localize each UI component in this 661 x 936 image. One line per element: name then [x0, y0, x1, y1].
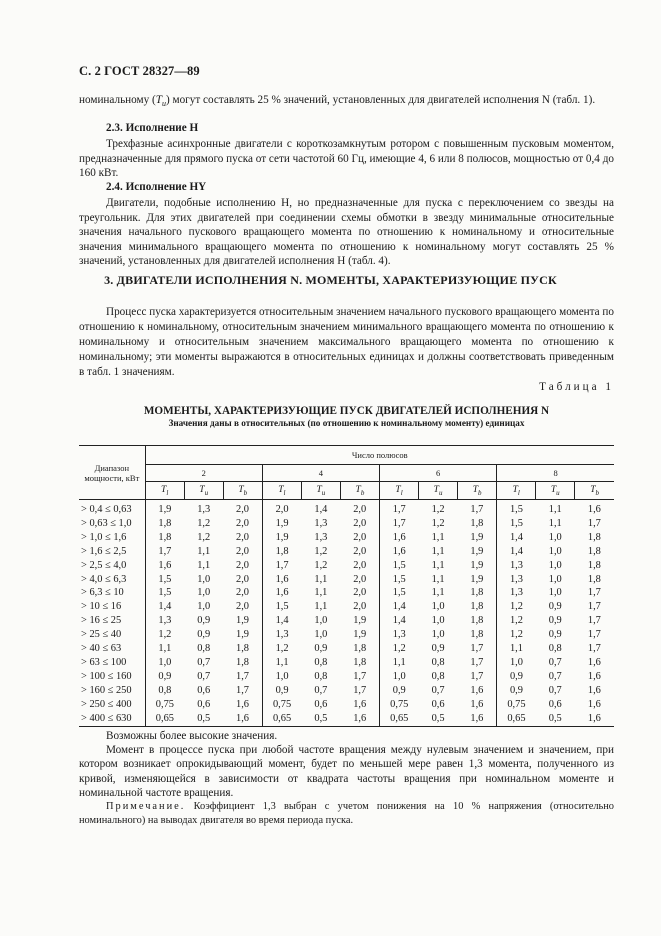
value-cell: 2,0 [236, 545, 250, 557]
tb-header: $T_b$ [458, 482, 497, 500]
value-cell: 1,7 [587, 601, 601, 613]
table-row [79, 642, 614, 656]
tb-header: $T_b$ [223, 482, 262, 500]
value-cell: 1,0 [548, 573, 562, 585]
value-cell: 1,1 [314, 587, 328, 599]
value-cell: 1,3 [497, 573, 536, 587]
value-cell: 1,7 [587, 629, 601, 641]
section-2-3-text: Трехфазные асинхронные двигатели с короткозамкнутым ротором с повышенным пусковым моментом, предназначенные для прямого пуска от сети частотой 60 Гц, имеющие 4, 6 или 8 полюсов, мощностью от 0,4 до 160 кВт. [79, 138, 614, 180]
section-3-title: 3. ДВИГАТЕЛИ ИСПОЛНЕНИЯ N. МОМЕНТЫ, ХАРАКТЕРИЗУЮЩИЕ ПУСК [104, 273, 557, 287]
value-cell: 1,6 [470, 698, 484, 710]
value-cell: 2,0 [236, 573, 250, 585]
value-cell: 1,2 [431, 504, 445, 515]
value-cell: 1,4 [497, 531, 536, 545]
value-cell: 1,8 [470, 587, 484, 599]
value-cell: 1,1 [431, 587, 445, 599]
tb-header: $T_b$ [340, 482, 379, 500]
value-cell: 0,9 [548, 615, 562, 627]
value-cell: 0,9 [431, 643, 445, 655]
value-cell: 1,3 [497, 586, 536, 600]
start-torque-text: Момент в процессе пуска при любой частоте вращения между нулевым значением и значением, при котором возникает опрокидывающий момент, будет по меньшей мере равен 1,3 момента, полученного из кривой, изменяющейся в зависимости от квадрата частоты вращения при номинальном моменте и номинальной частоте вращения. [79, 744, 614, 799]
value-cell: 1,0 [431, 615, 445, 627]
value-cell: 0,8 [314, 670, 328, 682]
value-cell: 1,7 [262, 559, 301, 573]
value-cell: 1,7 [236, 684, 250, 696]
value-cell: 0,65 [497, 712, 536, 726]
value-cell: 1,9 [353, 629, 367, 641]
value-cell: 1,9 [145, 500, 184, 517]
value-cell: 1,0 [197, 587, 211, 599]
value-cell: 1,9 [262, 531, 301, 545]
table-row [79, 573, 614, 587]
value-cell: 1,1 [262, 656, 301, 670]
torque-symbol: $T_u$ [155, 94, 166, 109]
table-row [79, 500, 614, 517]
page-header: С. 2 ГОСТ 28327—89 [79, 64, 200, 78]
value-cell: 1,1 [431, 531, 445, 543]
value-cell: 1,5 [379, 573, 418, 587]
value-cell: 2,0 [236, 531, 250, 543]
value-cell: 1,8 [236, 656, 250, 668]
value-cell: 1,9 [470, 531, 484, 543]
range-cell: > 4,0 ≤ 6,3 [81, 573, 127, 585]
value-cell: 1,6 [470, 684, 484, 696]
tl-header: $T_l$ [262, 482, 301, 500]
value-cell: 0,9 [497, 684, 536, 698]
value-cell: 1,4 [262, 614, 301, 628]
value-cell: 0,65 [379, 712, 418, 726]
value-cell: 0,6 [548, 698, 562, 710]
value-cell: 0,8 [197, 643, 211, 655]
value-cell: 1,2 [497, 600, 536, 614]
table-row [79, 628, 614, 642]
value-cell: 1,0 [548, 545, 562, 557]
value-cell: 1,1 [548, 504, 562, 515]
tu-header: $T_u$ [536, 482, 575, 500]
value-cell: 1,6 [575, 712, 614, 726]
value-cell: 1,2 [197, 531, 211, 543]
value-cell: 0,9 [197, 629, 211, 641]
range-cell: > 2,5 ≤ 4,0 [81, 559, 127, 571]
note-text: Коэффициент 1,3 выбран с учетом понижения на 10 % напряжения (относительно номинального) на выводах двигателя во время периода пуска. [79, 801, 614, 826]
value-cell: 2,0 [353, 531, 367, 543]
range-cell: > 0,4 ≤ 0,63 [81, 504, 132, 515]
table-subtitle: Значения даны в относительных (по отношению к номинальному моменту) единицах [168, 418, 525, 428]
value-cell: 1,0 [431, 629, 445, 641]
value-cell: 2,0 [236, 601, 250, 613]
tu-header: $T_u$ [184, 482, 223, 500]
value-cell: 1,7 [379, 517, 418, 531]
value-cell: 0,9 [145, 670, 184, 684]
value-cell: 1,0 [379, 670, 418, 684]
value-cell: 1,7 [145, 545, 184, 559]
value-cell: 1,2 [431, 517, 445, 529]
value-cell: 1,6 [353, 698, 367, 710]
value-cell: 1,6 [145, 559, 184, 573]
table-title: МОМЕНТЫ, ХАРАКТЕРИЗУЮЩИЕ ПУСК ДВИГАТЕЛЕЙ ИСПОЛНЕНИЯ N [143, 405, 550, 417]
value-cell: 1,6 [587, 670, 601, 682]
value-cell: 1,2 [497, 614, 536, 628]
range-cell: > 16 ≤ 25 [81, 615, 122, 627]
value-cell: 1,1 [379, 656, 418, 670]
value-cell: 2,0 [353, 504, 367, 515]
value-cell: 1,6 [262, 586, 301, 600]
value-cell: 1,5 [497, 500, 536, 517]
range-cell: > 400 ≤ 630 [79, 712, 145, 726]
value-cell: 0,8 [145, 684, 184, 698]
table-row [79, 698, 614, 712]
value-cell: 1,8 [470, 601, 484, 613]
value-cell: 1,5 [379, 559, 418, 573]
value-cell: 1,9 [262, 517, 301, 531]
value-cell: 0,9 [262, 684, 301, 698]
value-cell: 1,8 [236, 643, 250, 655]
value-cell: 0,7 [197, 656, 211, 668]
table-label: Таблица 1 [539, 381, 614, 393]
value-cell: 0,75 [379, 698, 418, 712]
value-cell: 1,2 [314, 545, 328, 557]
value-cell: 1,7 [353, 670, 367, 682]
value-cell: 2,0 [353, 517, 367, 529]
value-cell: 1,0 [431, 601, 445, 613]
tu-header: $T_u$ [419, 482, 458, 500]
value-cell: 1,0 [197, 573, 211, 585]
value-cell: 2,0 [262, 500, 301, 517]
value-cell: 2,0 [353, 545, 367, 557]
value-cell: 1,8 [145, 517, 184, 531]
range-cell: > 10 ≤ 16 [81, 601, 122, 613]
value-cell: 1,0 [262, 670, 301, 684]
section-2-4-text: Двигатели, подобные исполнению Н, но предназначенные для пуска с переключением со звезды на треугольник. Для этих двигателей при соединении схемы обмотки в звезду минимальные относительные значения начального пускового вращающего момента по отношению к номинальному и относительные значения минимального вращающего момента по отношению к номинальному могут составлять 25 % значений, установленных для двигателей исполнения Н (табл. 4). [79, 197, 614, 268]
value-cell: 1,8 [353, 656, 367, 668]
value-cell: 1,0 [497, 656, 536, 670]
value-cell: 1,5 [145, 586, 184, 600]
tl-header: $T_l$ [497, 482, 536, 500]
value-cell: 0,5 [301, 712, 340, 726]
value-cell: 2,0 [353, 587, 367, 599]
section-3-text: Процесс пуска характеризуется относительным значением начального пускового вращающего момента по отношению к номинальному, относительным значением минимального вращающего момента по отношению к номинальному и относительным значением максимального вращающего момента по отношению к номинальному; эти моменты выражаются в относительных единицах и должны соответствовать приведенным в табл. 1 значениям. [79, 306, 615, 378]
value-cell: 0,7 [548, 684, 562, 696]
value-cell: 2,0 [353, 559, 367, 571]
value-cell: 0,8 [431, 670, 445, 682]
value-cell: 2,0 [353, 573, 367, 585]
value-cell: 1,7 [379, 500, 418, 517]
value-cell: 0,5 [536, 712, 575, 726]
value-cell: 1,3 [314, 517, 328, 529]
value-cell: 1,6 [340, 712, 379, 726]
value-cell: 1,6 [379, 545, 418, 559]
note [79, 800, 614, 828]
value-cell: 0,5 [184, 712, 223, 726]
intro-paragraph: номинальному $(T_u)$ могут составлять 25 % значений, установленных для двигателей исполнения N (табл. 1). [79, 94, 596, 109]
value-cell: 0,75 [145, 698, 184, 712]
value-cell: 1,1 [431, 545, 445, 557]
range-cell: > 100 ≤ 160 [81, 670, 132, 682]
table-row [79, 586, 614, 600]
value-cell: 1,3 [145, 614, 184, 628]
poles-2-header: 2 [145, 465, 262, 482]
value-cell: 1,2 [262, 642, 301, 656]
value-cell: 0,75 [497, 698, 536, 712]
value-cell: 0,75 [262, 698, 301, 712]
value-cell: 0,9 [548, 629, 562, 641]
tl-header: $T_l$ [379, 482, 418, 500]
section-2-3-title: 2.3. Исполнение Н [106, 122, 199, 134]
value-cell: 1,6 [587, 656, 601, 668]
value-cell: 1,2 [197, 517, 211, 529]
poles-4-header: 4 [262, 465, 379, 482]
table-row [79, 600, 614, 614]
poles-header: Число полюсов [145, 446, 614, 465]
value-cell: 1,4 [379, 614, 418, 628]
value-cell: 1,6 [587, 684, 601, 696]
value-cell: 1,8 [470, 517, 484, 529]
value-cell: 0,9 [379, 684, 418, 698]
value-cell: 1,7 [587, 643, 601, 655]
value-cell: 1,8 [145, 531, 184, 545]
value-cell: 0,8 [314, 656, 328, 668]
value-cell: 1,6 [379, 531, 418, 545]
range-cell: > 1,6 ≤ 2,5 [81, 545, 127, 557]
value-cell: 1,6 [236, 698, 250, 710]
table-row [79, 712, 614, 726]
value-cell: 1,9 [470, 545, 484, 557]
value-cell: 1,0 [548, 587, 562, 599]
value-cell: 1,1 [145, 642, 184, 656]
table-row [79, 545, 614, 559]
higher-values-text: Возможны более высокие значения. [106, 730, 278, 742]
value-cell: 1,8 [470, 629, 484, 641]
symbols-row [79, 482, 614, 500]
table-row [79, 684, 614, 698]
range-cell: > 1,0 ≤ 1,6 [81, 531, 127, 543]
value-cell: 0,65 [262, 712, 301, 726]
value-cell: 0,9 [548, 601, 562, 613]
tu-header: $T_u$ [301, 482, 340, 500]
table-row [79, 670, 614, 684]
value-cell: 1,1 [431, 573, 445, 585]
poles-8-header: 8 [497, 465, 614, 482]
value-cell: 0,9 [197, 615, 211, 627]
value-cell: 0,8 [431, 656, 445, 668]
value-cell: 1,7 [587, 517, 601, 529]
value-cell: 2,0 [236, 559, 250, 571]
value-cell: 1,9 [470, 573, 484, 585]
value-cell: 1,2 [314, 559, 328, 571]
value-cell: 2,0 [236, 517, 250, 529]
value-cell: 1,8 [587, 559, 601, 571]
table-row [79, 531, 614, 545]
value-cell: 0,65 [145, 712, 184, 726]
value-cell: 2,0 [353, 601, 367, 613]
value-cell: 1,7 [236, 670, 250, 682]
table-row [79, 614, 614, 628]
value-cell: 1,0 [314, 615, 328, 627]
value-cell: 2,0 [236, 504, 250, 515]
value-cell: 1,3 [497, 559, 536, 573]
value-cell: 0,9 [497, 670, 536, 684]
value-cell: 1,8 [262, 545, 301, 559]
value-cell: 1,2 [379, 642, 418, 656]
value-cell: 1,7 [353, 684, 367, 696]
torque-table [79, 445, 614, 727]
value-cell: 1,7 [470, 643, 484, 655]
range-cell: > 250 ≤ 400 [81, 698, 132, 710]
value-cell: 0,6 [197, 698, 211, 710]
value-cell: 1,6 [458, 712, 497, 726]
value-cell: 0,8 [548, 643, 562, 655]
value-cell: 1,4 [497, 545, 536, 559]
value-cell: 0,7 [314, 684, 328, 696]
value-cell: 1,3 [197, 504, 211, 515]
value-cell: 1,1 [314, 573, 328, 585]
value-cell: 0,6 [431, 698, 445, 710]
range-cell: > 160 ≤ 250 [81, 684, 132, 696]
tb-header: $T_b$ [575, 482, 614, 500]
value-cell: 1,9 [353, 615, 367, 627]
range-cell: > 6,3 ≤ 10 [81, 587, 124, 599]
value-cell: 1,4 [314, 504, 328, 515]
range-cell: > 25 ≤ 40 [81, 629, 122, 641]
value-cell: 1,7 [587, 615, 601, 627]
value-cell: 1,9 [236, 615, 250, 627]
value-cell: 0,5 [419, 712, 458, 726]
range-cell: > 40 ≤ 63 [81, 643, 122, 655]
poles-6-header: 6 [379, 465, 496, 482]
value-cell: 1,6 [223, 712, 262, 726]
value-cell: 1,3 [262, 628, 301, 642]
value-cell: 1,0 [548, 559, 562, 571]
value-cell: 1,7 [587, 587, 601, 599]
value-cell: 1,6 [587, 504, 601, 515]
range-column-header: Диапазон мощности, кВт [79, 446, 145, 500]
value-cell: 0,9 [314, 643, 328, 655]
value-cell: 1,1 [548, 517, 562, 529]
value-cell: 1,7 [470, 670, 484, 682]
value-cell: 1,2 [497, 628, 536, 642]
value-cell: 1,4 [145, 600, 184, 614]
note-label: Примечание. [106, 801, 186, 812]
value-cell: 1,5 [379, 586, 418, 600]
value-cell: 1,3 [379, 628, 418, 642]
value-cell: 1,5 [497, 517, 536, 531]
value-cell: 2,0 [236, 587, 250, 599]
value-cell: 1,0 [145, 656, 184, 670]
value-cell: 0,6 [197, 684, 211, 696]
section-2-4-title: 2.4. Исполнение НY [106, 181, 207, 193]
value-cell: 1,5 [262, 600, 301, 614]
table-row [79, 656, 614, 670]
value-cell: 1,1 [497, 642, 536, 656]
value-cell: 1,8 [587, 545, 601, 557]
value-cell: 0,7 [197, 670, 211, 682]
value-cell: 1,0 [548, 531, 562, 543]
value-cell: 1,0 [197, 601, 211, 613]
range-cell: > 0,63 ≤ 1,0 [81, 517, 132, 529]
range-cell: > 63 ≤ 100 [81, 656, 127, 668]
value-cell: 0,7 [548, 656, 562, 668]
value-cell: 1,2 [145, 628, 184, 642]
tl-header: $T_l$ [145, 482, 184, 500]
value-cell: 1,7 [470, 656, 484, 668]
value-cell: 1,8 [587, 573, 601, 585]
value-cell: 1,6 [587, 698, 601, 710]
value-cell: 1,8 [587, 531, 601, 543]
value-cell: 1,3 [314, 531, 328, 543]
value-cell: 1,0 [314, 629, 328, 641]
table-row [79, 517, 614, 531]
value-cell: 1,9 [236, 629, 250, 641]
value-cell: 0,6 [314, 698, 328, 710]
value-cell: 1,8 [470, 615, 484, 627]
value-cell: 1,5 [145, 573, 184, 587]
value-cell: 1,9 [470, 559, 484, 571]
value-cell: 0,7 [431, 684, 445, 696]
value-cell: 1,8 [353, 643, 367, 655]
value-cell: 1,1 [197, 559, 211, 571]
table-row [79, 559, 614, 573]
value-cell: 1,1 [431, 559, 445, 571]
value-cell: 1,6 [262, 573, 301, 587]
value-cell: 1,1 [314, 601, 328, 613]
table-body [79, 500, 614, 727]
value-cell: 1,1 [197, 545, 211, 557]
value-cell: 1,7 [470, 504, 484, 515]
value-cell: 0,7 [548, 670, 562, 682]
value-cell: 1,4 [379, 600, 418, 614]
